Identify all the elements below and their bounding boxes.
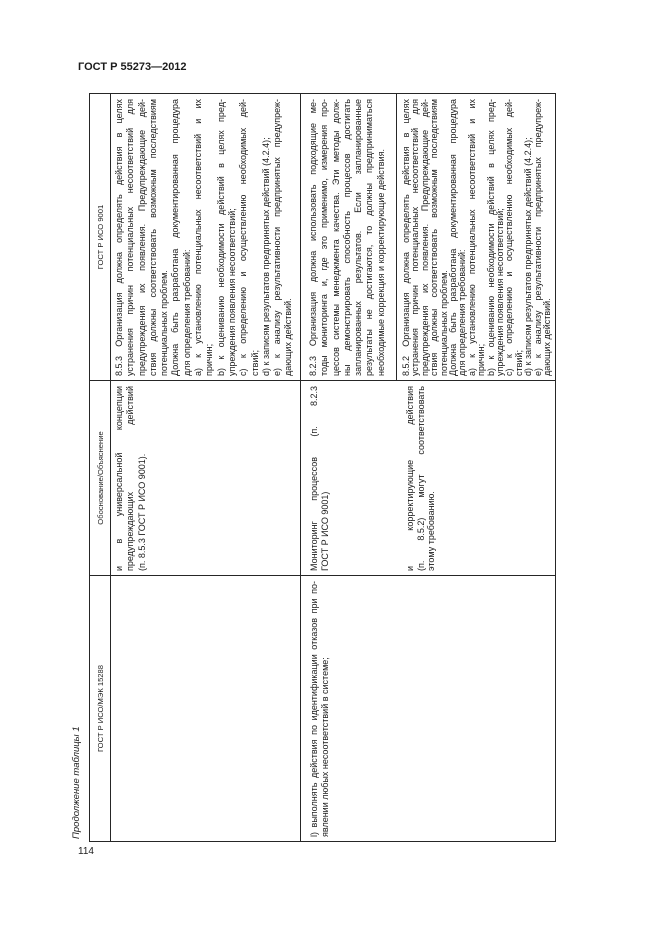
comparison-table bbox=[89, 93, 556, 842]
text-line: упреждения появления несоответствий; bbox=[495, 208, 506, 376]
text-line: Должна быть разработана документированная процедура bbox=[448, 99, 459, 376]
text-line: предупреждающих действий bbox=[125, 386, 136, 571]
text-line: для определения требований: bbox=[457, 249, 468, 376]
paragraph bbox=[309, 386, 331, 571]
text-line: (п. 8.5.3 ГОСТ Р ИСО 9001). bbox=[136, 453, 147, 571]
cell-gost-15288-row1 bbox=[111, 575, 301, 841]
text-line: (п. 8.5.2) могут соответствовать bbox=[415, 386, 426, 571]
text-line: c) к определению и осуществлению необходимых дей- bbox=[504, 99, 515, 376]
paragraph bbox=[449, 99, 468, 376]
text-line: d) к записям результатов предпринятых действий (4.2.4); bbox=[260, 137, 271, 376]
text-line: цессов системы менеджмента качества. Эти методы долж- bbox=[330, 99, 341, 376]
text-line: предупреждения их появления. Предупреждающие дей- bbox=[136, 99, 147, 376]
text-line: b) к оцениванию необходимости действий в целях пред- bbox=[215, 99, 226, 376]
text-line: 8.5.3 Организация должна определять действия в целях bbox=[114, 99, 124, 376]
text-line: ствий; bbox=[513, 350, 524, 376]
text-line: e) к анализу результативности предпринятых предупреж- bbox=[272, 99, 283, 376]
header-iso-9001: ГОСТ Р ИСО 9001 bbox=[90, 94, 111, 380]
rotated-table-sheet bbox=[64, 93, 558, 842]
cell-iso-9001-row3 bbox=[397, 94, 555, 380]
text-line: ствия должны соответствовать возможным последствиям bbox=[147, 99, 158, 376]
text-line: устранения причин потенциальных несоответствий для bbox=[125, 99, 136, 376]
paragraph bbox=[309, 581, 331, 837]
text-line: и корректирующие действия bbox=[405, 386, 415, 571]
paragraph bbox=[487, 99, 506, 376]
text-line: тоды мониторинга и, где это применимо, измерения про- bbox=[319, 99, 330, 376]
paragraph bbox=[272, 99, 295, 376]
paragraph bbox=[170, 99, 193, 376]
text-line: потенциальных проблем. bbox=[438, 270, 449, 376]
paragraph bbox=[468, 99, 487, 376]
paragraph bbox=[405, 386, 437, 571]
cell-iso-9001-row1 bbox=[111, 94, 301, 380]
text-line: для определения требований: bbox=[181, 249, 192, 376]
text-line: l) выполнять действия по идентификации отказов при по- bbox=[309, 581, 319, 837]
paragraph bbox=[402, 99, 449, 376]
page-number: 114 bbox=[78, 846, 94, 857]
paragraph bbox=[114, 99, 170, 376]
paragraph bbox=[534, 99, 553, 376]
text-line: запланированных результатов. Если запланированные bbox=[353, 99, 364, 376]
paragraph bbox=[216, 99, 239, 376]
text-line: Мониторинг процессов (п. 8.2.3 bbox=[309, 386, 319, 571]
paragraph bbox=[505, 99, 524, 376]
text-line: b) к оцениванию необходимости действий в целях пред- bbox=[485, 99, 496, 376]
text-line: 8.2.3 Организация должна использовать подходящие ме- bbox=[308, 99, 318, 376]
header-gost-15288: ГОСТ Р ИСО/МЭК 15288 bbox=[90, 575, 111, 841]
text-line: Должна быть разработана документированная процедура bbox=[170, 99, 181, 376]
text-line: ствия должны соответствовать возможным последствиям bbox=[429, 99, 440, 376]
paragraph bbox=[261, 99, 272, 376]
text-line: этому требованию. bbox=[426, 491, 437, 571]
cell-rationale-row1 bbox=[111, 380, 301, 575]
text-line: ГОСТ Р ИСО 9001) bbox=[320, 491, 330, 571]
paragraph bbox=[238, 99, 261, 376]
header-rationale: Обоснование/Объяснение bbox=[90, 380, 111, 575]
text-line: a) к установлению потенциальных несоответствий и их bbox=[466, 99, 477, 376]
text-line: необходимые коррекция и корректирующие действия. bbox=[375, 149, 386, 376]
text-line: ны демонстрировать способность процессов достигать bbox=[341, 99, 352, 376]
text-line: устранения причин потенциальных несоответствий для bbox=[410, 99, 421, 376]
running-header: ГОСТ Р 55273—2012 bbox=[78, 61, 187, 73]
text-line: и в универсальной концепции bbox=[114, 386, 124, 571]
table-caption: Продолжение таблицы 1 bbox=[71, 726, 82, 839]
cell-iso-9001-row2 bbox=[301, 94, 397, 380]
text-line: a) к установлению потенциальных несоответствий и их bbox=[193, 99, 204, 376]
text-line: c) к определению и осуществлению необходимых дей- bbox=[238, 99, 249, 376]
text-line: дающих действий. bbox=[542, 298, 553, 376]
paragraph bbox=[114, 386, 148, 571]
text-line: причин; bbox=[476, 343, 487, 376]
text-line: результаты не достигаются, то должны предприниматься bbox=[364, 99, 375, 376]
text-line: упреждения появления несоответствий; bbox=[226, 208, 237, 376]
cell-gost-15288-row2 bbox=[301, 575, 555, 841]
cell-rationale-row3 bbox=[397, 380, 555, 575]
paragraph bbox=[308, 99, 387, 376]
text-line: явлении любых несоответствий в системе; bbox=[320, 657, 330, 837]
text-line: ствий; bbox=[249, 350, 260, 376]
paragraph bbox=[193, 99, 216, 376]
text-line: e) к анализу результативности предпринятых предупреж- bbox=[532, 99, 543, 376]
text-line: 8.5.2 Организация должна определять действия в целях bbox=[401, 99, 411, 376]
text-line: предупреждения их появления. Предупреждающие дей- bbox=[419, 99, 430, 376]
text-line: d) к записям результатов предпринятых действий (4.2.4); bbox=[523, 137, 534, 376]
text-line: дающих действий. bbox=[283, 298, 294, 376]
text-line: потенциальных проблем. bbox=[159, 270, 170, 376]
cell-rationale-row2 bbox=[301, 380, 397, 575]
text-line: причин; bbox=[204, 343, 215, 376]
